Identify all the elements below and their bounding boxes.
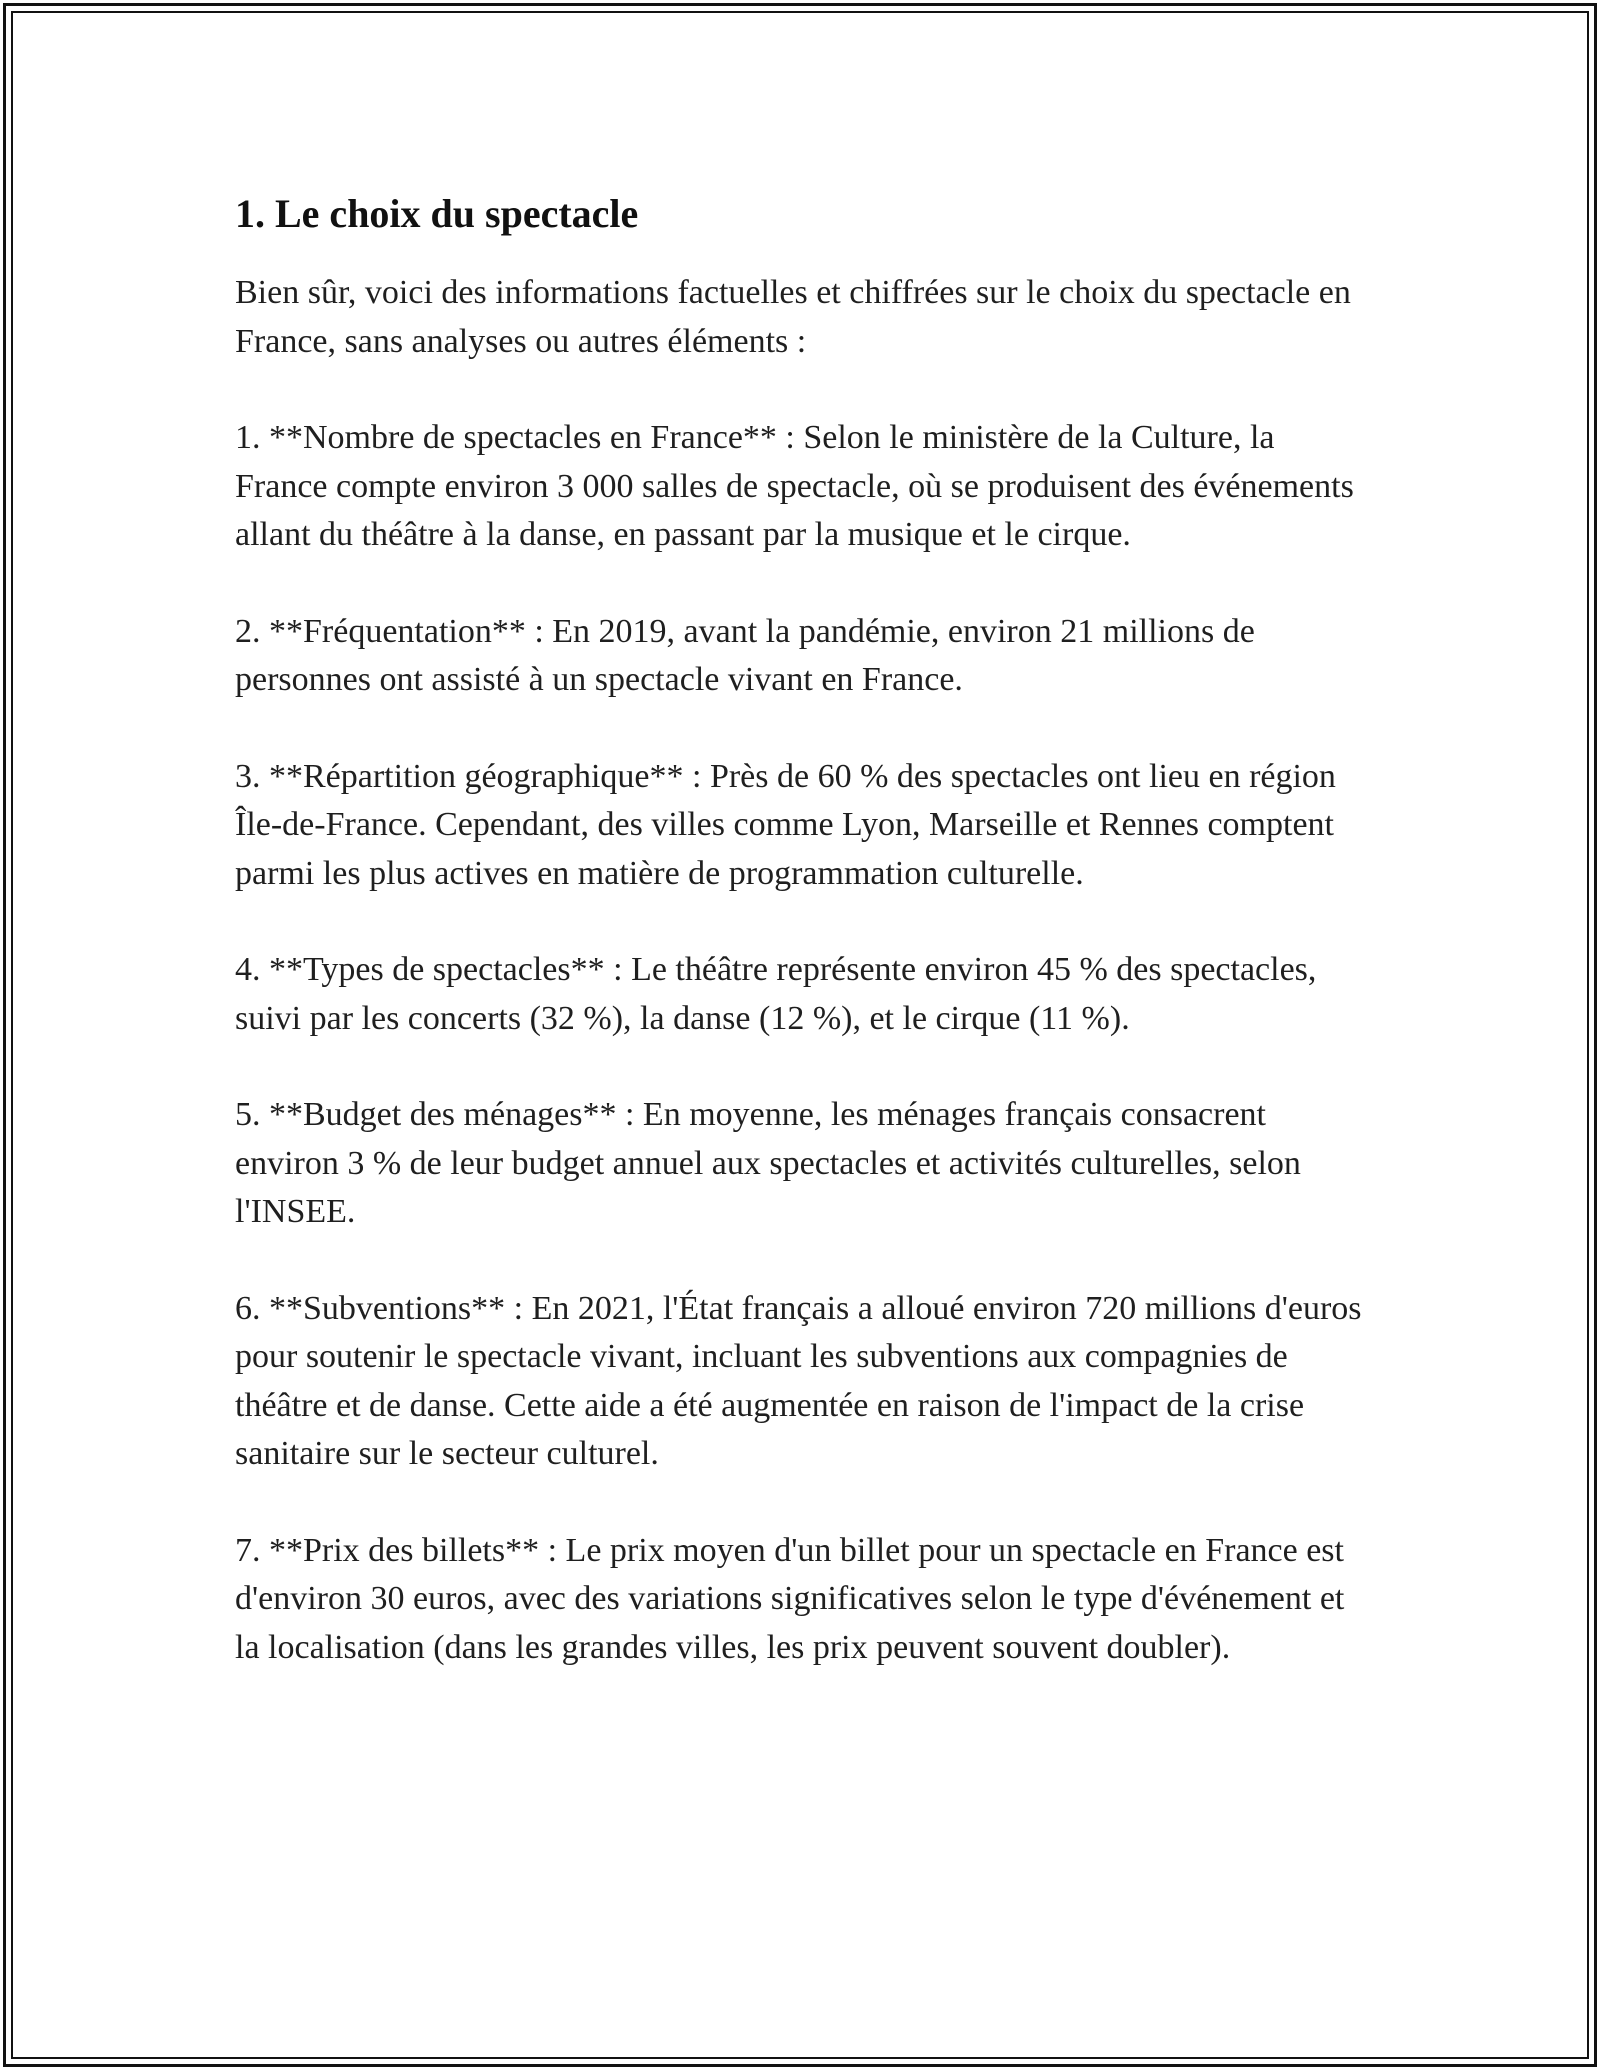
intro-paragraph: Bien sûr, voici des informations factuelles et chiffrées sur le choix du spectacle en France, sans analyses ou autres éléments : [235, 274, 1351, 360]
item-paragraph-2: 2. **Fréquentation** : En 2019, avant la pandémie, environ 21 millions de personnes ont assisté à un spectacle vivant en France. [235, 612, 1255, 698]
item-paragraph-6: 6. **Subventions** : En 2021, l'État français a alloué environ 720 millions d'euros pour soutenir le spectacle vivant, incluant les subventions aux compagnies de théâtre et de danse. Cette aide a été augmentée en raison de l'impact de la crise sanitaire sur le secteur culturel. [235, 1289, 1362, 1472]
item-paragraph-7: 7. **Prix des billets** : Le prix moyen d'un billet pour un spectacle en France est d'environ 30 euros, avec des variations significatives selon le type d'événement et la localisation (dans les grandes villes, les prix peuvent souvent doubler). [235, 1531, 1345, 1666]
document-body [235, 185, 1375, 1720]
item-paragraph-5: 5. **Budget des ménages** : En moyenne, les ménages français consacrent environ 3 % de leur budget annuel aux spectacles et activités culturelles, selon l'INSEE. [235, 1096, 1301, 1230]
section-title: 1. Le choix du spectacle [235, 191, 639, 236]
item-paragraph-4: 4. **Types de spectacles** : Le théâtre représente environ 45 % des spectacles, suivi par les concerts (32 %), la danse (12 %), et le cirque (11 %). [235, 951, 1317, 1037]
item-paragraph-3: 3. **Répartition géographique** : Près de 60 % des spectacles ont lieu en région Île-de-France. Cependant, des villes comme Lyon, Marseille et Rennes comptent parmi les plus actives en matière de programmation culturelle. [235, 757, 1336, 892]
item-paragraph-1: 1. **Nombre de spectacles en France** : Selon le ministère de la Culture, la France compte environ 3 000 salles de spectacle, où se produisent des événements allant du théâtre à la danse, en passant par la musique et le cirque. [235, 419, 1354, 553]
